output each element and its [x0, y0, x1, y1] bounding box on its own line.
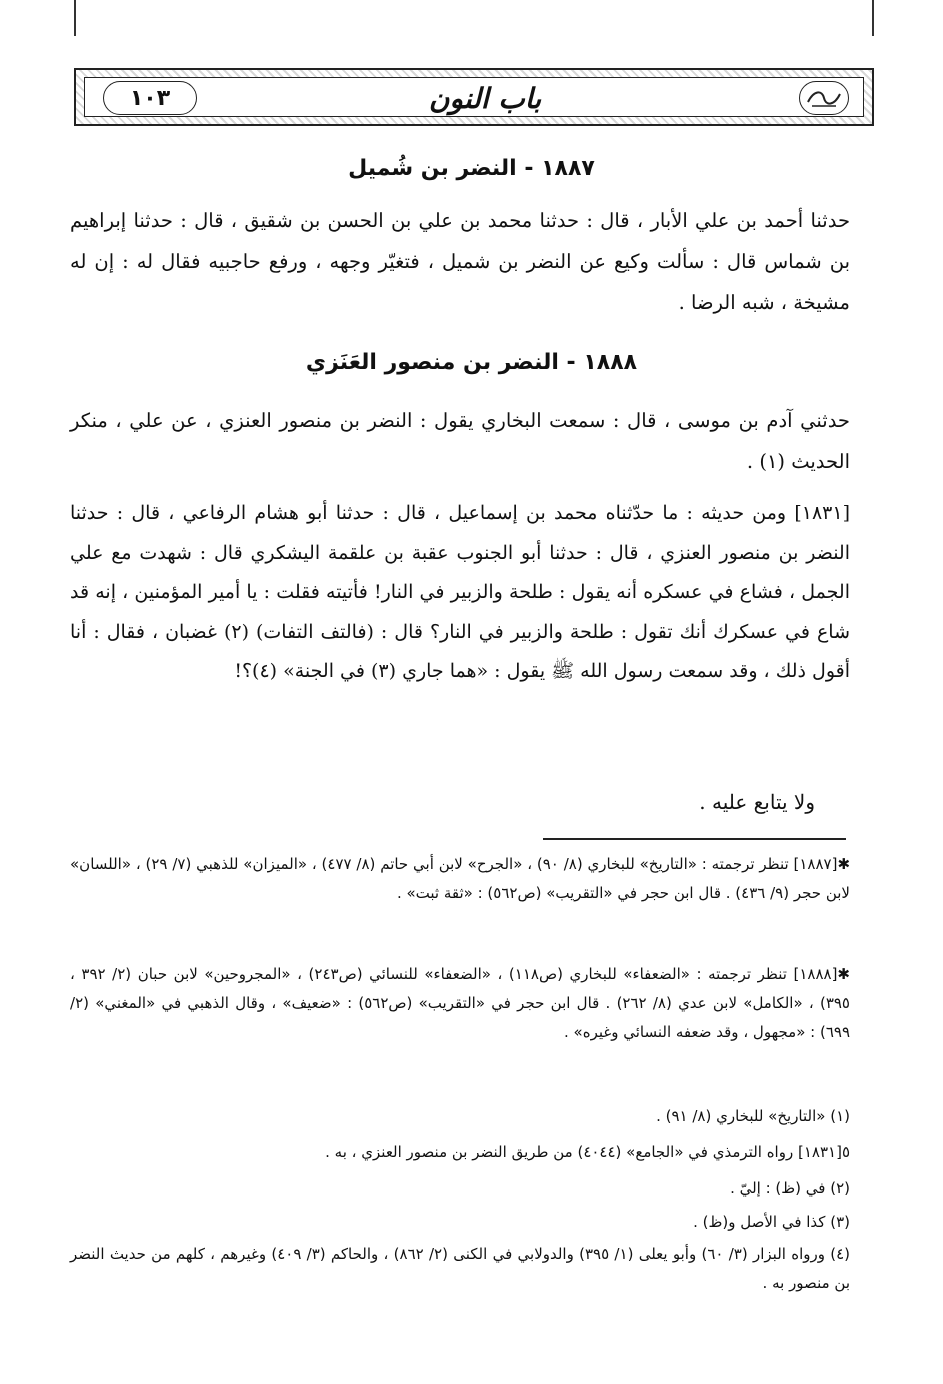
frame-line-right: [872, 0, 874, 36]
entry-text-1887: حدثنا أحمد بن علي الأبار ، قال : حدثنا محمد بن علي بن الحسن بن شقيق ، قال : حدثنا إبراهيم بن شماس قال : سألت وكيع عن النضر بن شميل ، فتغيّر وجهه ، ورفع حاجبيه فقال له : إن له مشيخة ، شبه الرضا .: [70, 209, 850, 314]
emblem-calligraphy-icon: [804, 86, 844, 110]
footnote-separator: [543, 838, 846, 840]
header-panel: [84, 77, 864, 117]
footnote-1: (١) «التاريخ» للبخاري (٨/ ٩١) .: [656, 1107, 850, 1125]
footnote-1831: ٥[١٨٣١] رواه الترمذي في «الجامع» (٤٠٤٤) من طريق النضر بن منصور العنزي ، به .: [325, 1143, 850, 1161]
footnote-bio-1887: ✱[١٨٨٧] تنظر ترجمته : «التاريخ» للبخاري (٨/ ٩٠) ، «الجرح» لابن أبي حاتم (٨/ ٤٧٧) ، «الميزان» للذهبي (٧/ ٢٩) ، «اللسان» لابن حجر (٩/ ٤٣٦) . قال ابن حجر في «التقريب» (ص٥٦٢) : «ثقة ثبت» .: [70, 855, 851, 902]
running-header: [74, 68, 874, 126]
footnote-3: (٣) كذا في الأصل و(ظ) .: [693, 1213, 850, 1231]
chapter-title: باب النون: [428, 81, 542, 115]
page-number: ١٠٣: [103, 81, 197, 115]
frame-line-left: [74, 0, 76, 36]
footnote-bio-1888: ✱[١٨٨٨] تنظر ترجمته : «الضعفاء» للبخاري (ص١١٨) ، «الضعفاء» للنسائي (ص٢٤٣) ، «المجروحين» لابن حبان (٢/ ٣٩٢ ، ٣٩٥) ، «الكامل» لابن عدي (٨/ ٢٦٢) . قال ابن حجر في «التقريب» (ص٥٦٢) : «ضعيف» ، وقال الذهبي في «المغني» (٢/ ٦٩٩) : «مجهول ، وقد ضعفه النسائي وغيره» .: [70, 965, 850, 1041]
hadith-narration-1831: [١٨٣١] ومن حديثه : ما حدّثناه محمد بن إسماعيل ، قال : حدثنا أبو هشام الرفاعي ، قال : حدثنا النضر بن منصور العنزي ، قال : حدثنا أبو الجنوب عقبة بن علقمة اليشكري قال : شهدت مع علي الجمل ، فشاع في عسكره أنه يقول : طلحة والزبير في النار! فأتيته فقلت : يا أمير المؤمنين ، إنه قد شاع في عسكرك أنك تقول : طلحة والزبير في النار؟ قال : (فالتف التفات) (٢) غضبان ، فقال : أنا أقول ذلك ، وقد سمعت رسول الله ﷺ يقول : «هما جاري (٣) في الجنة» (٤)؟!: [70, 502, 850, 682]
book-emblem-icon: [799, 81, 849, 115]
footnote-2: (٢) في (ظ) : إليّ .: [730, 1179, 850, 1197]
entry-title-1887: ١٨٨٧ - النضر بن شُميل: [348, 156, 595, 181]
footnote-4: (٤) ورواه البزار (٣/ ٦٠) وأبو يعلى (١/ ٣٩٥) والدولابي في الكنى (٢/ ٨٦٢) ، والحاكم (٣/ ٤٠٩) وغيرهم ، كلهم من حديث النضر بن منصور به .: [70, 1245, 851, 1292]
entry-title-1888: ١٨٨٨ - النضر بن منصور العَنَزي: [305, 350, 638, 375]
closing-remark: ولا يتابع عليه .: [699, 790, 815, 814]
entry-text-1888: حدثني آدم بن موسى ، قال : سمعت البخاري يقول : النضر بن منصور العنزي ، عن علي ، منكر الحديث (١) .: [70, 409, 850, 473]
